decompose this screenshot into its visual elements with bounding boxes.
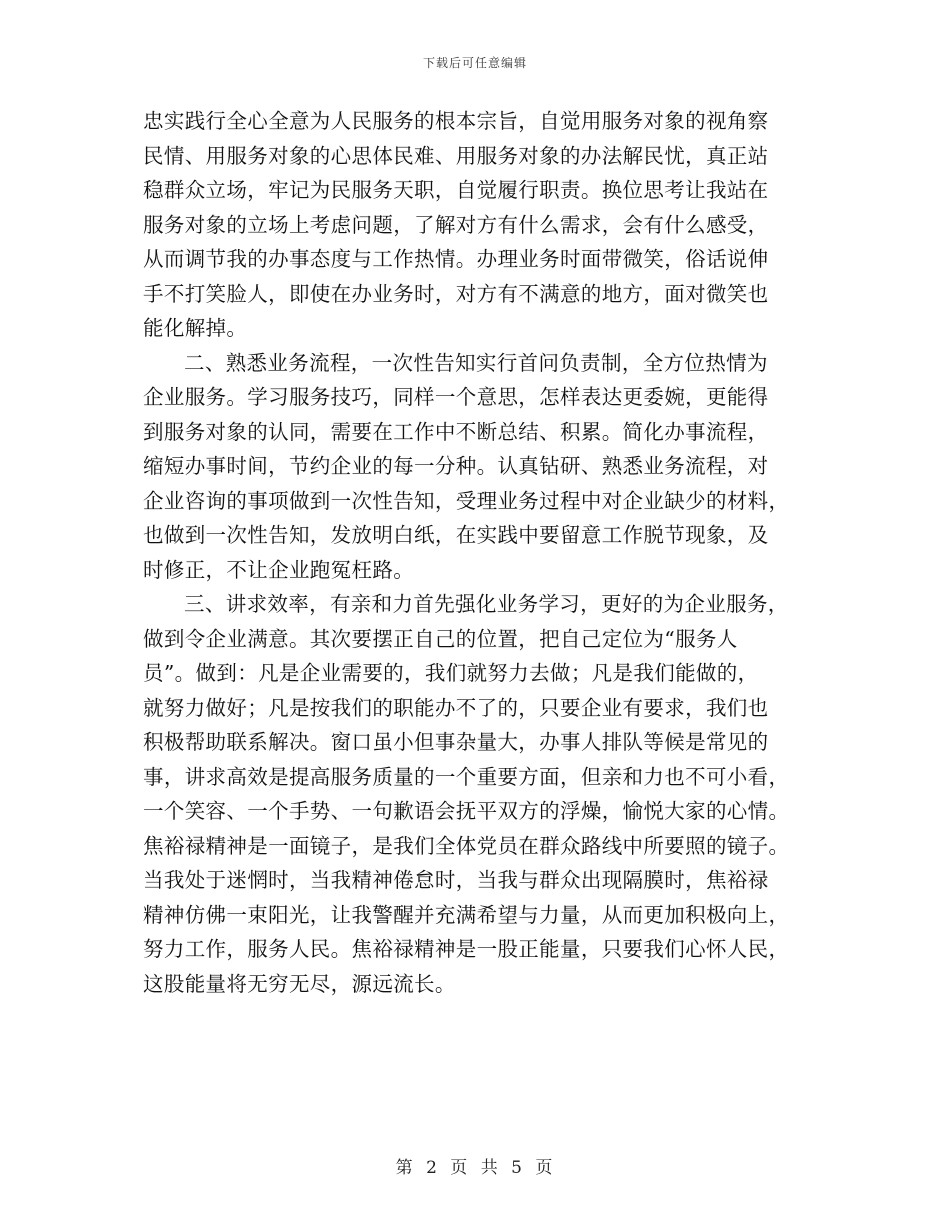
text-line: 二、熟悉业务流程，一次性告知实行首问负责制，全方位热情为 xyxy=(184,350,768,375)
text-line: 三、讲求效率，有亲和力首先强化业务学习，更好的为企业服务， xyxy=(184,592,789,616)
text-line: 事，讲求高效是提高服务质量的一个重要方面，但亲和力也不可小看， xyxy=(143,764,790,789)
page-indicator: 第 2 页 共 5 页 xyxy=(395,1158,555,1178)
text-line: 到服务对象的认同，需要在工作中不断总结、积累。简化办事流程， xyxy=(143,419,769,444)
document-body xyxy=(143,104,811,1001)
text-line: 一个笑容、一个手势、一句歉语会抚平双方的浮燥，愉悦大家的心情。 xyxy=(143,799,790,823)
text-line: 焦裕禄精神是一面镜子，是我们全体党员在群众路线中所要照的镜子。 xyxy=(143,833,790,858)
text-line: 积极帮助联系解决。窗口虽小但事杂量大，办事人排队等候是常见的 xyxy=(143,730,769,754)
text-line: 精神仿佛一束阳光，让我警醒并充满希望与力量，从而更加积极向上， xyxy=(143,902,790,927)
text-line: 做到令企业满意。其次要摆正自己的位置，把自己定位为“服务人 xyxy=(143,626,738,651)
header-note: 下载后可任意编辑 xyxy=(422,56,527,70)
text-line: 也做到一次性告知，发放明白纸，在实践中要留意工作脱节现象，及 xyxy=(143,523,769,547)
text-line: 员”。做到：凡是企业需要的，我们就努力去做；凡是我们能做的， xyxy=(143,661,759,685)
text-line: 民情、用服务对象的心思体民难、用服务对象的办法解民忧，真正站 xyxy=(143,143,769,168)
text-line: 当我处于迷惘时，当我精神倦怠时，当我与群众出现隔膜时，焦裕禄 xyxy=(143,868,769,892)
text-line: 努力工作，服务人民。焦裕禄精神是一股正能量，只要我们心怀人民， xyxy=(143,937,790,961)
text-line: 企业服务。学习服务技巧，同样一个意思，怎样表达更委婉，更能得 xyxy=(143,385,769,409)
text-line: 服务对象的立场上考虑问题，了解对方有什么需求，会有什么感受， xyxy=(143,212,769,237)
text-line: 从而调节我的办事态度与工作热情。办理业务时面带微笑，俗话说伸 xyxy=(143,247,769,271)
text-line: 忠实践行全心全意为人民服务的根本宗旨，自觉用服务对象的视角察 xyxy=(143,109,769,133)
text-line: 缩短办事时间，节约企业的每一分种。认真钻研、熟悉业务流程，对 xyxy=(143,454,769,478)
text-line: 稳群众立场，牢记为民服务天职，自觉履行职责。换位思考让我站在 xyxy=(143,178,769,202)
text-line: 手不打笑脸人，即使在办业务时，对方有不满意的地方，面对微笑也 xyxy=(143,281,769,306)
text-line: 这股能量将无穷无尽，源远流长。 xyxy=(143,971,456,996)
text-line: 时修正，不让企业跑冤枉路。 xyxy=(143,557,415,582)
text-line: 企业咨询的事项做到一次性告知，受理业务过程中对企业缺少的材料， xyxy=(143,488,790,513)
text-line: 就努力做好；凡是按我们的职能办不了的，只要企业有要求，我们也 xyxy=(143,695,769,720)
text-line: 能化解掉。 xyxy=(143,316,248,340)
